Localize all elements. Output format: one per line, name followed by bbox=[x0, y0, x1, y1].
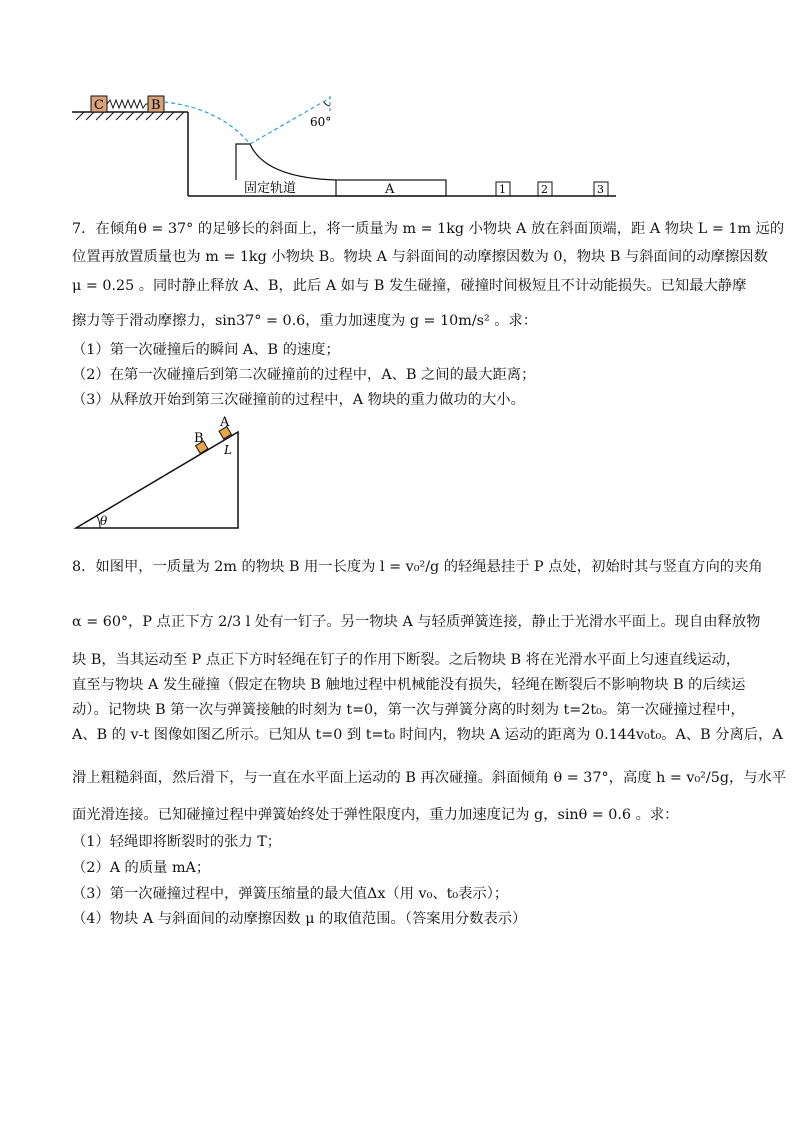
q8-line-1: 8．如图甲，一质量为 2m 的物块 B 用一长度为 l = v₀²/g 的轻绳悬挂于 P 点处，初始时其与竖直方向的夹角 bbox=[72, 559, 763, 575]
block-c-label: C bbox=[94, 98, 104, 113]
block-a-label: A bbox=[385, 182, 395, 197]
q8-sub-1: （1）轻绳即将断裂时的张力 T； bbox=[72, 834, 282, 850]
q8-sub-2: （2）A 的质量 mA； bbox=[72, 860, 211, 876]
top-figure bbox=[60, 88, 620, 200]
box-2-label: 2 bbox=[541, 183, 548, 196]
q7-sub-1: （1）第一次碰撞后的瞬间 A、B 的速度； bbox=[72, 342, 340, 358]
q7-line-4: 擦力等于滑动摩擦力，sin37° = 0.6，重力加速度为 g = 10m/s² 。求： bbox=[72, 313, 538, 329]
q8-line-5: 动）。记物块 B 第一次与弹簧接触的时刻为 t=0，第一次与弹簧分离的时刻为 t=2t₀。第一次碰撞过程中， bbox=[72, 702, 745, 718]
spring bbox=[107, 100, 148, 108]
q8-line-2: α = 60°，P 点正下方 2/3 l 处有一钉子。另一物块 A 与轻质弹簧连接，静止于光滑水平面上。现自由释放物 bbox=[72, 614, 761, 630]
incline-label-l: L bbox=[224, 443, 232, 457]
track-label: 固定轨道 bbox=[244, 181, 297, 196]
q8-line-4: 直至与物块 A 发生碰撞（假定在物块 B 触地过程中机械能没有损失，轻绳在断裂后不影响物块 B 的后续运 bbox=[72, 677, 746, 693]
theta-label: θ bbox=[100, 514, 108, 528]
trajectory-dashed bbox=[164, 102, 250, 144]
q8-line-6: A、B 的 v-t 图像如图乙所示。已知从 t=0 到 t=t₀ 时间内，物块 A 运动的距离为 0.144v₀t₀。A、B 分离后，A bbox=[72, 727, 783, 743]
q7-line-3: μ = 0.25 。同时静止释放 A、B，此后 A 如与 B 发生碰撞，碰撞时间极短且不计动能损失。已知最大静摩 bbox=[72, 278, 747, 294]
angle-label: 60° bbox=[310, 115, 332, 129]
q7-sub-3: （3）从释放开始到第三次碰撞前的过程中，A 物块的重力做功的大小。 bbox=[72, 392, 525, 408]
q8-line-3: 块 B，当其运动至 P 点正下方时轻绳在钉子的作用下断裂。之后物块 B 将在光滑水平面上匀速直线运动， bbox=[72, 652, 741, 668]
q8-line-7: 滑上粗糙斜面，然后滑下，与一直在水平面上运动的 B 再次碰撞。斜面倾角 θ = 37°，高度 h = v₀²/5g，与水平 bbox=[72, 770, 787, 786]
incline-label-a: A bbox=[220, 415, 230, 430]
q7-line-1: 7．在倾角θ = 37° 的足够长的斜面上，将一质量为 m = 1kg 小物块 A 放在斜面顶端，距 A 物块 L = 1m 远的 bbox=[72, 221, 785, 237]
box-1-label: 1 bbox=[499, 183, 506, 196]
q8-sub-3: （3）第一次碰撞过程中，弹簧压缩量的最大值Δx（用 v₀、t₀表示）； bbox=[72, 886, 509, 902]
q7-incline-figure bbox=[70, 414, 250, 534]
q8-sub-4: （4）物块 A 与斜面间的动摩擦因数 μ 的取值范围。（答案用分数表示） bbox=[72, 911, 527, 927]
q8-line-8: 面光滑连接。已知碰撞过程中弹簧始终处于弹性限度内，重力加速度记为 g，sinθ = 0.6 。求： bbox=[72, 807, 679, 823]
q7-sub-2: （2）在第一次碰撞后到第二次碰撞前的过程中，A、B 之间的最大距离； bbox=[72, 367, 536, 383]
incline-label-b: B bbox=[194, 431, 204, 446]
fixed-track bbox=[236, 144, 336, 180]
block-b-label: B bbox=[151, 98, 161, 113]
box-3-label: 3 bbox=[597, 183, 604, 196]
q7-line-2: 位置再放置质量也为 m = 1kg 小物块 B。物块 A 与斜面间的动摩擦因数为 0，物块 B 与斜面间的动摩擦因数 bbox=[72, 249, 768, 265]
